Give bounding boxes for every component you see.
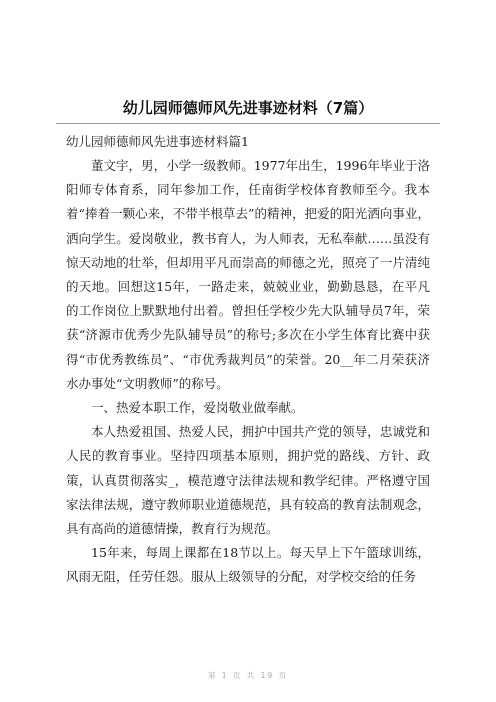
title-divider	[56, 123, 440, 124]
section-heading: 幼儿园师德师风先进事迹材料篇1	[66, 134, 249, 149]
document-body	[66, 130, 430, 590]
paragraph-2: 一、热爱本职工作，爱岗敬业做奉献。	[91, 400, 304, 416]
page-footer: 第 1 页 共 19 页	[207, 671, 289, 680]
paragraph-3: 本人热爱祖国、热爱人民，拥护中国共产党的领导，忠诚党和人民的教育事业。坚持四项基本原则，拥护党的路线、方针、政策，认真贯彻落实_，模范遵守法律法规和教学纪律。严格遵守国家法律法规，遵守教师职业道德规范，具有较高的教育法制观念，具有高尚的道德情操，教育行为规范。	[66, 424, 430, 537]
paragraph-4: 15年来，每周上课都在18节以上。每天早上下午篮球训练，风雨无阻，任劳任怨。服从上级领导的分配，对学校交给的任务	[66, 545, 430, 585]
document-title: 幼儿园师德师风先进事迹材料（7篇）	[122, 99, 374, 117]
paragraph-1: 董文宇，男，小学一级教师。1977年出生，1996年毕业于洛阳师专体育系，同年参加工作，任南街学校体育教师至今。我本着“捧着一颗心来，不带半根草去”的精神，把爱的阳光洒向事业，洒向学生。爱岗敬业，教书育人，为人师表，无私奉献……虽没有惊天动地的壮举，但却用平凡而崇高的师德之光，照亮了一片清纯的天地。回想这15年，一路走来，兢兢业业，勤勤恳恳，在平凡的工作岗位上默默地付出着。曾担任学校少先大队辅导员7年，荣获“济源市优秀少先队辅导员”的称号;多次在小学生体育比赛中获得“市优秀教练员”、“市优秀裁判员”的荣誉。20__年二月荣获济水办事处“文明教师”的称号。	[66, 158, 430, 391]
